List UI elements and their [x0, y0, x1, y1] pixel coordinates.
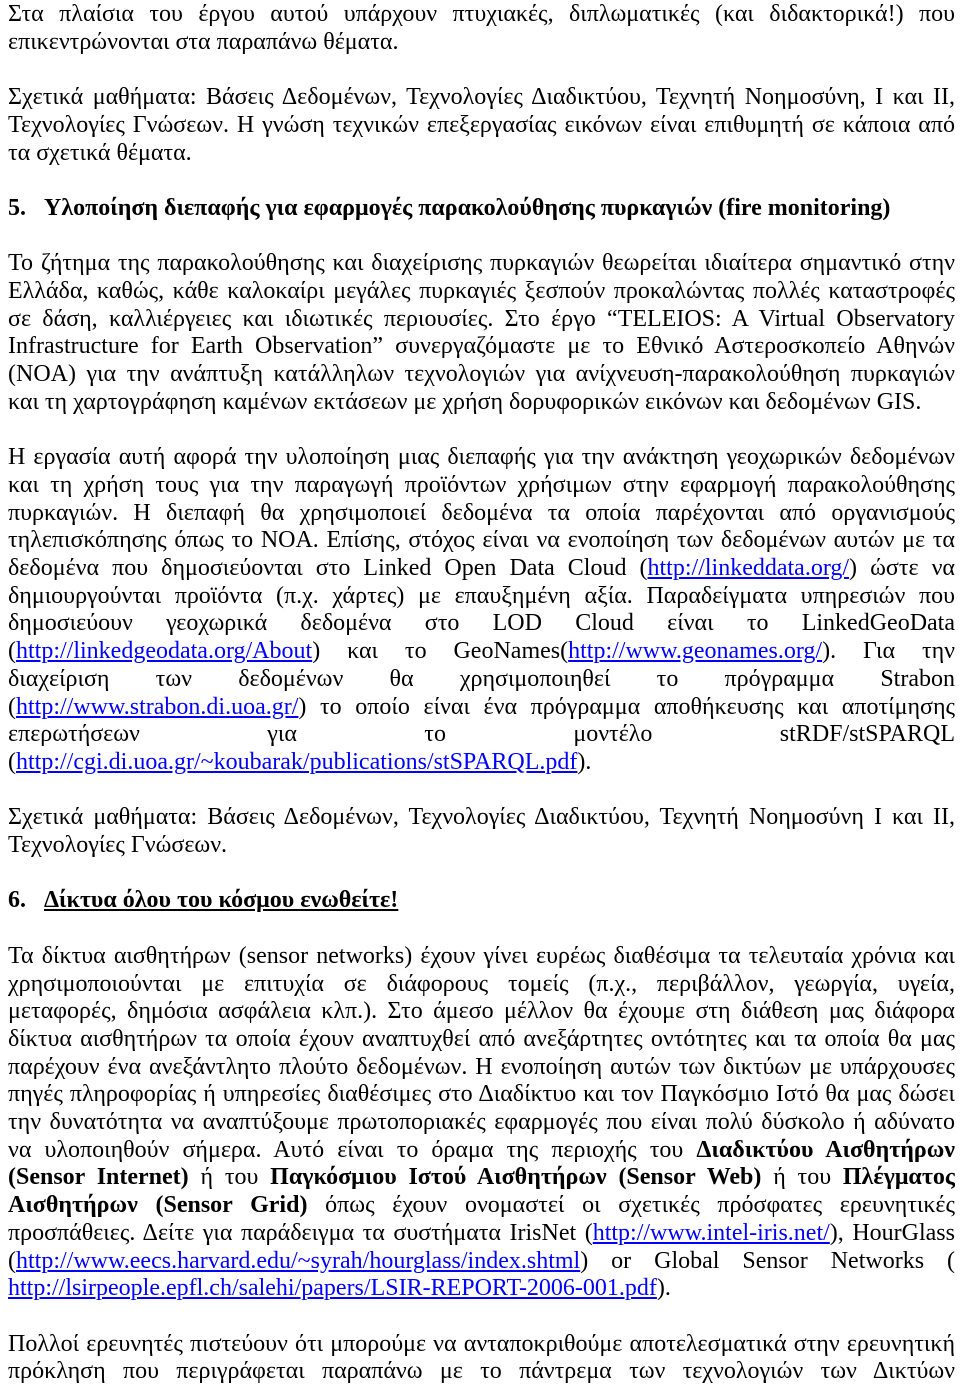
text-run: Πολλοί ερευνητές πιστεύουν ότι μπορούμε να ανταποκριθούμε αποτελεσματικά στην ερευνητική [8, 1330, 955, 1357]
text-run: ή του [761, 1164, 843, 1191]
text-line [8, 1054, 955, 1082]
text-line [8, 610, 955, 638]
text-run: πηγές πληροφορίας ή υπηρεσίες διαθέσιμες στο Διαδίκτυο και τον Παγκόσμιο Ιστό θα μας δώσει [8, 1081, 955, 1108]
section-6-heading [8, 887, 955, 915]
text-run: προσπάθειες. Δείτε για παράδειγμα τα συστήματα IrisNet ( [8, 1219, 593, 1246]
text-run: ( [8, 748, 16, 775]
url-link[interactable]: http://linkeddata.org/ [647, 555, 850, 581]
text-run: επικεντρώνονται στα παραπάνω θέματα. [8, 28, 399, 55]
text-run: πρόκληση που περιγράφεται παραπάνω με το πάντρεμα των τεχνολογιών των Δικτύων [8, 1358, 955, 1385]
related-courses-paragraph [8, 84, 955, 167]
bold-text: Αισθητήρων (Sensor Grid) [8, 1192, 308, 1219]
text-run: παρέχουν ένα ανεξάντλητο πλούτο δεδομένων. Η ενοποίηση αυτών των δικτύων με υπάρχουσες [8, 1053, 955, 1080]
text-run: διαχείριση των δεδομένων θα χρησιμοποιηθεί το πρόγραμμα Strabon [8, 665, 955, 692]
text-run: πυρκαγιών. Η διεπαφή θα χρησιμοποιεί δεδομένα τα οποία παρέχονται από οργανισμούς [8, 499, 955, 526]
text-run: Σχετικά μαθήματα: Βάσεις Δεδομένων, Τεχνολογίες Διαδικτύου, Τεχνητή Νοημοσύνη, I και II, [8, 84, 955, 111]
text-run: (NOA) για την ανάπτυξη κατάλληλων τεχνολογιών για ανίχνευση-παρακολούθηση πυρκαγιών [8, 361, 955, 388]
text-line [8, 333, 955, 361]
text-run: να υλοποιηθούν σήμερα. Αυτό είναι το όραμα της περιοχής του [8, 1136, 697, 1163]
text-line [8, 1137, 955, 1165]
text-line [8, 666, 955, 694]
text-line [8, 721, 955, 749]
text-line [8, 998, 955, 1026]
text-line [8, 971, 955, 999]
sensor-networks-research-paragraph [8, 1331, 955, 1386]
bold-text: (Sensor Internet) [8, 1164, 189, 1191]
text-line [8, 444, 955, 472]
bold-text: Παγκόσμιου Ιστού Αισθητήρων (Sensor Web) [270, 1164, 762, 1191]
text-run: δεδομένα που δημοσιεύονται στο Linked Open Data Cloud ( [8, 555, 648, 581]
text-run: Τεχνολογίες Γνώσεων. [8, 832, 228, 859]
text-run: Ελλάδα, καθώς, κάθε καλοκαίρι μεγάλες πυρκαγιές ξεσπούν προκαλώντας πολλές καταστροφές [8, 277, 955, 304]
text-line [8, 1248, 955, 1276]
text-run: ( [8, 693, 16, 720]
text-line [8, 306, 955, 334]
text-run: ή του [188, 1164, 271, 1191]
url-link[interactable]: http://lsirpeople.epfl.ch/salehi/papers/LSIR-REPORT-2006-001.pdf [8, 1275, 657, 1302]
text-line [8, 804, 955, 832]
text-run: Η εργασία αυτή αφορά την υλοποίηση μιας διεπαφής για την ανάκτηση γεοχωρικών δεδομένων [8, 444, 955, 471]
text-run: χρησιμοποιούνται με επιτυχία σε διάφορους τομείς (π.χ., περιβάλλον, γεωργία, υγεία, [8, 970, 955, 997]
text-run: και τη χαρτογράφηση καμένων εκτάσεων με χρήση δορυφορικών εικόνων και δεδομένων GIS. [8, 388, 922, 415]
text-line [8, 500, 955, 528]
section-6-title: Δίκτυα όλου του κόσμου ενωθείτε! [44, 887, 399, 914]
text-run: ) or Global Sensor Networks ( [580, 1247, 955, 1274]
section-5-related-courses-paragraph [8, 804, 955, 859]
text-line [8, 1192, 955, 1220]
text-run: και τη χρήση τους για την παραγωγή προϊόντων χρήσιμων στην εφαρμογή παρακολούθησης [8, 471, 955, 498]
fire-monitoring-intro-paragraph [8, 250, 955, 416]
text-line [8, 1358, 955, 1386]
text-run: ), HourGlass [829, 1219, 955, 1246]
section-5-heading [8, 195, 955, 223]
text-run: ( [8, 1247, 16, 1274]
text-line [8, 832, 955, 860]
text-run: τηλεπισκόπησης όπως το NOA. Επίσης, στόχος είναι να ενοποίηση των δεδομένων αυτών με τα [8, 527, 955, 554]
text-run: ) και το GeoNames( [312, 638, 569, 665]
section-5-number: 5. [8, 194, 26, 221]
text-line [8, 638, 955, 666]
section-6-number: 6. [8, 887, 26, 914]
text-run: μεταφορές, δημόσια ασφάλεια κλπ.). Στο άμεσο μέλλον θα έχουμε στη διάθεση μας διάφορα [8, 998, 955, 1025]
intro-paragraph [8, 1, 955, 56]
text-run: σε δάση, καλλιέργειες και ιδιωτικές περιουσίες. Στο έργο “TELEIOS: A Virtual Observatory [8, 305, 955, 332]
text-run: Σχετικά μαθήματα: Βάσεις Δεδομένων, Τεχνολογίες Διαδικτύου, Τεχνητή Νοημοσύνη I και II, [8, 804, 955, 831]
text-run: την δυνατότητα να αναπτύξουμε πρωτοποριακές εφαρμογές που είναι πολύ δύσκολο ή αδύνατο [8, 1109, 955, 1136]
text-line [8, 583, 955, 611]
text-run: ( [8, 638, 16, 665]
text-run: ). [656, 1275, 671, 1302]
text-line [8, 555, 955, 583]
text-run: ). [577, 748, 592, 775]
url-link[interactable]: http://www.geonames.org/ [568, 638, 823, 665]
url-link[interactable]: http://www.intel-iris.net/ [592, 1219, 830, 1246]
text-line [8, 1220, 955, 1248]
text-line [8, 389, 955, 417]
text-run: δημιουργούνται προϊόντα (π.χ. χάρτες) με επαυξημένη αξία. Παραδείγματα υπηρεσιών που [8, 582, 955, 609]
text-run: τα σχετικά θέματα. [8, 139, 192, 166]
text-run: ). Για την [822, 638, 955, 665]
text-line [8, 1081, 955, 1109]
fire-monitoring-interface-paragraph [8, 444, 955, 776]
text-line [8, 749, 955, 777]
text-run: Στα πλαίσια του έργου αυτού υπάρχουν πτυχιακές, διπλωματικές (και διδακτορικά!) που [8, 1, 955, 27]
text-run: όπως έχουν ονομαστεί οι σχετικές πρόσφατες ερευνητικές [307, 1192, 955, 1219]
text-line [8, 527, 955, 555]
text-line [8, 694, 955, 722]
document-page [8, 1, 955, 1386]
text-run: ) το οποίο είναι ένα πρόγραμμα αποθήκευσης και αποτίμησης [298, 693, 955, 720]
text-line [8, 112, 955, 140]
text-line [8, 140, 955, 168]
text-line [8, 1109, 955, 1137]
text-line [8, 84, 955, 112]
text-run: δημοσιεύουν γεοχωρικά δεδομένα στο LOD Cloud είναι το LinkedGeoData [8, 610, 955, 637]
bold-text: Πλέγματος [842, 1164, 955, 1191]
text-line [8, 1026, 955, 1054]
text-run: ) ώστε να [849, 555, 955, 581]
text-line [8, 1164, 955, 1192]
text-run: επερωτήσεων για το μοντέλο stRDF/stSPARQL [8, 721, 955, 748]
text-line [8, 1331, 955, 1359]
section-5-title: Υλοποίηση διεπαφής για εφαρμογές παρακολούθησης πυρκαγιών (fire monitoring) [44, 194, 891, 221]
text-line [8, 1275, 955, 1303]
text-run: Infrastructure for Earth Observation” συνεργαζόμαστε με το Εθνικό Αστεροσκοπείο Αθηνών [8, 333, 955, 360]
text-line [8, 472, 955, 500]
text-line [8, 250, 955, 278]
text-run: δίκτυα αισθητήρων τα οποία έχουν αναπτυχθεί από ανεξάρτητες οντότητες και τα οποία θα μας [8, 1025, 955, 1052]
url-link[interactable]: http://linkedgeodata.org/About [16, 638, 313, 665]
text-run: Το ζήτημα της παρακολούθησης και διαχείρισης πυρκαγιών θεωρείται ιδιαίτερα σημαντικό στην [8, 250, 955, 277]
text-run: Τεχνολογίες Γνώσεων. Η γνώση τεχνικών επεξεργασίας εικόνων είναι επιθυμητή σε κάποια από [8, 111, 955, 138]
text-line [8, 361, 955, 389]
url-link[interactable]: http://www.strabon.di.uoa.gr/ [16, 693, 299, 720]
text-line [8, 278, 955, 306]
sensor-networks-paragraph [8, 943, 955, 1303]
text-run: Τα δίκτυα αισθητήρων (sensor networks) έχουν γίνει ευρέως διαθέσιμα τα τελευταία χρόνια και [8, 942, 955, 969]
text-line [8, 1, 955, 29]
bold-text: Διαδικτύου Αισθητήρων [696, 1136, 955, 1163]
text-line [8, 943, 955, 971]
url-link[interactable]: http://www.eecs.harvard.edu/~syrah/hourglass/index.shtml [16, 1247, 581, 1274]
text-line [8, 29, 955, 57]
url-link[interactable]: http://cgi.di.uoa.gr/~koubarak/publications/stSPARQL.pdf [16, 748, 578, 775]
